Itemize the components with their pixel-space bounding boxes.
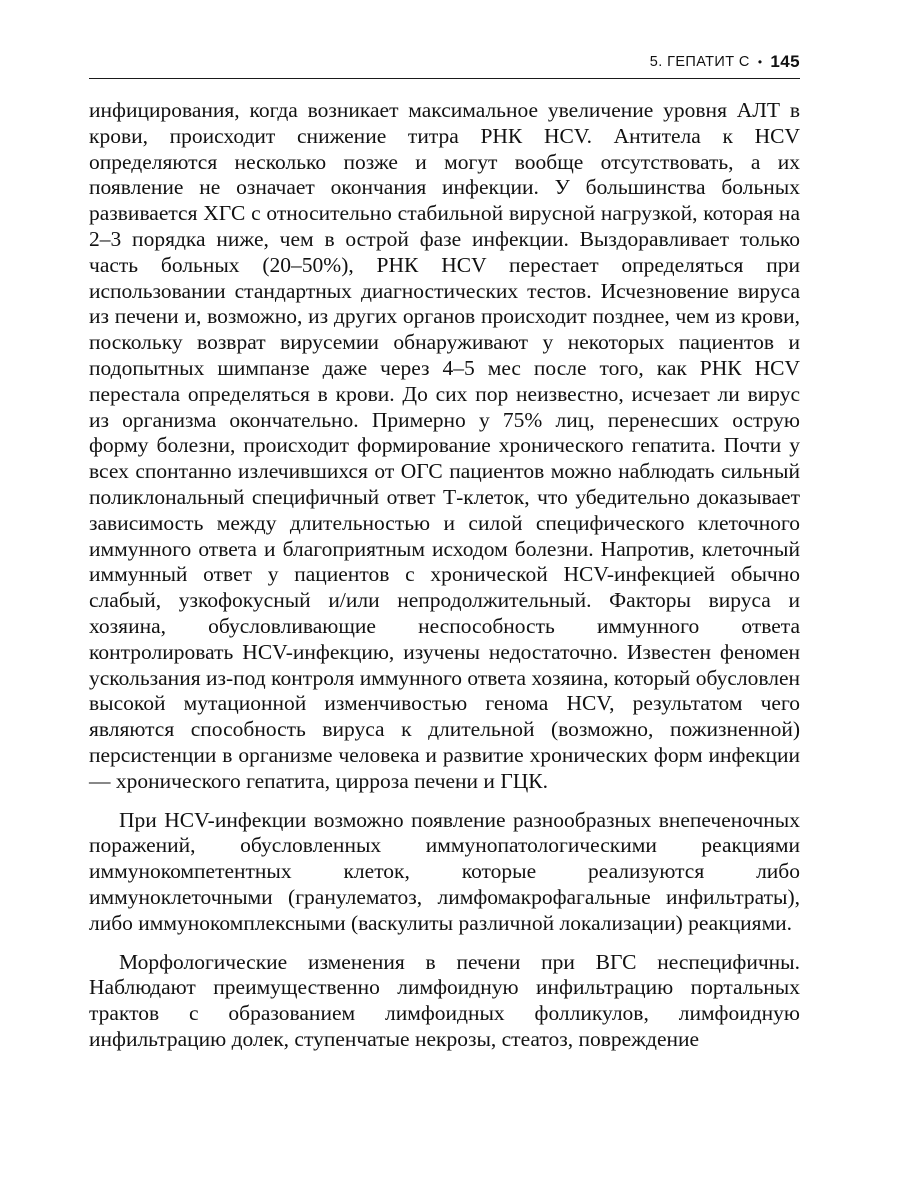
running-header	[89, 51, 800, 79]
section-title: 5. ГЕПАТИТ С	[649, 53, 750, 70]
page-number: 145	[770, 51, 800, 71]
paragraph-extrahepatic-lesions: При HCV-инфекции возможно появление разнообразных внепеченочных поражений, обусловленных иммунопатологическими реакциями иммунокомпетентных клеток, которые реализуются либо иммуноклеточными (гранулематоз, лимфомакрофагальные инфильтраты), либо иммунокомплексными (васкулиты различной локализации) реакциями.	[89, 807, 800, 935]
bullet-separator: •	[757, 54, 763, 69]
paragraph-continuation: инфицирования, когда возникает максимальное увеличение уровня АЛТ в крови, происходит снижение титра РНК HCV. Антитела к HCV определяются несколько позже и могут вообще отсутствовать, а их появление не означает окончания инфекции. У большинства больных развивается ХГС с относительно стабильной вирусной нагрузкой, которая на 2–3 порядка ниже, чем в острой фазе инфекции. Выздоравливает только часть больных (20–50%), РНК HCV перестает определяться при использовании стандартных диагностических тестов. Исчезновение вируса из печени и, возможно, из других органов происходит позднее, чем из крови, поскольку возврат вирусемии обнаруживают у некоторых пациентов и подопытных шимпанзе даже через 4–5 мес после того, как РНК HCV перестала определяться в крови. До сих пор неизвестно, исчезает ли вирус из организма окончательно. Примерно у 75% лиц, перенесших острую форму болезни, происходит формирование хронического гепатита. Почти у всех спонтанно излечившихся от ОГС пациентов можно наблюдать сильный поликлональный специфичный ответ Т-клеток, что убедительно доказывает зависимость между длительностью и силой специфического клеточного иммунного ответа и благоприятным исходом болезни. Напротив, клеточный иммунный ответ у пациентов с хронической HCV-инфекцией обычно слабый, узкофокусный и/или непродолжительный. Факторы вируса и хозяина, обусловливающие неспособность иммунного ответа контролировать HCV-инфекцию, изучены недостаточно. Известен феномен ускользания из-под контроля иммунного ответа хозяина, который обусловлен высокой мутационной изменчивостью генома HCV, результатом чего являются способность вируса к длительной (возможно, пожизненной) персистенции в организме человека и развитие хронических форм инфекции — хронического гепатита, цирроза печени и ГЦК.	[89, 98, 800, 793]
body-text	[89, 98, 800, 1053]
paragraph-morphological-changes: Морфологические изменения в печени при ВГС неспецифичны. Наблюдают преимущественно лимфоидную инфильтрацию портальных трактов с образованием лимфоидных фолликулов, лимфоидную инфильтрацию долек, ступенчатые некрозы, стеатоз, повреждение	[89, 949, 800, 1051]
